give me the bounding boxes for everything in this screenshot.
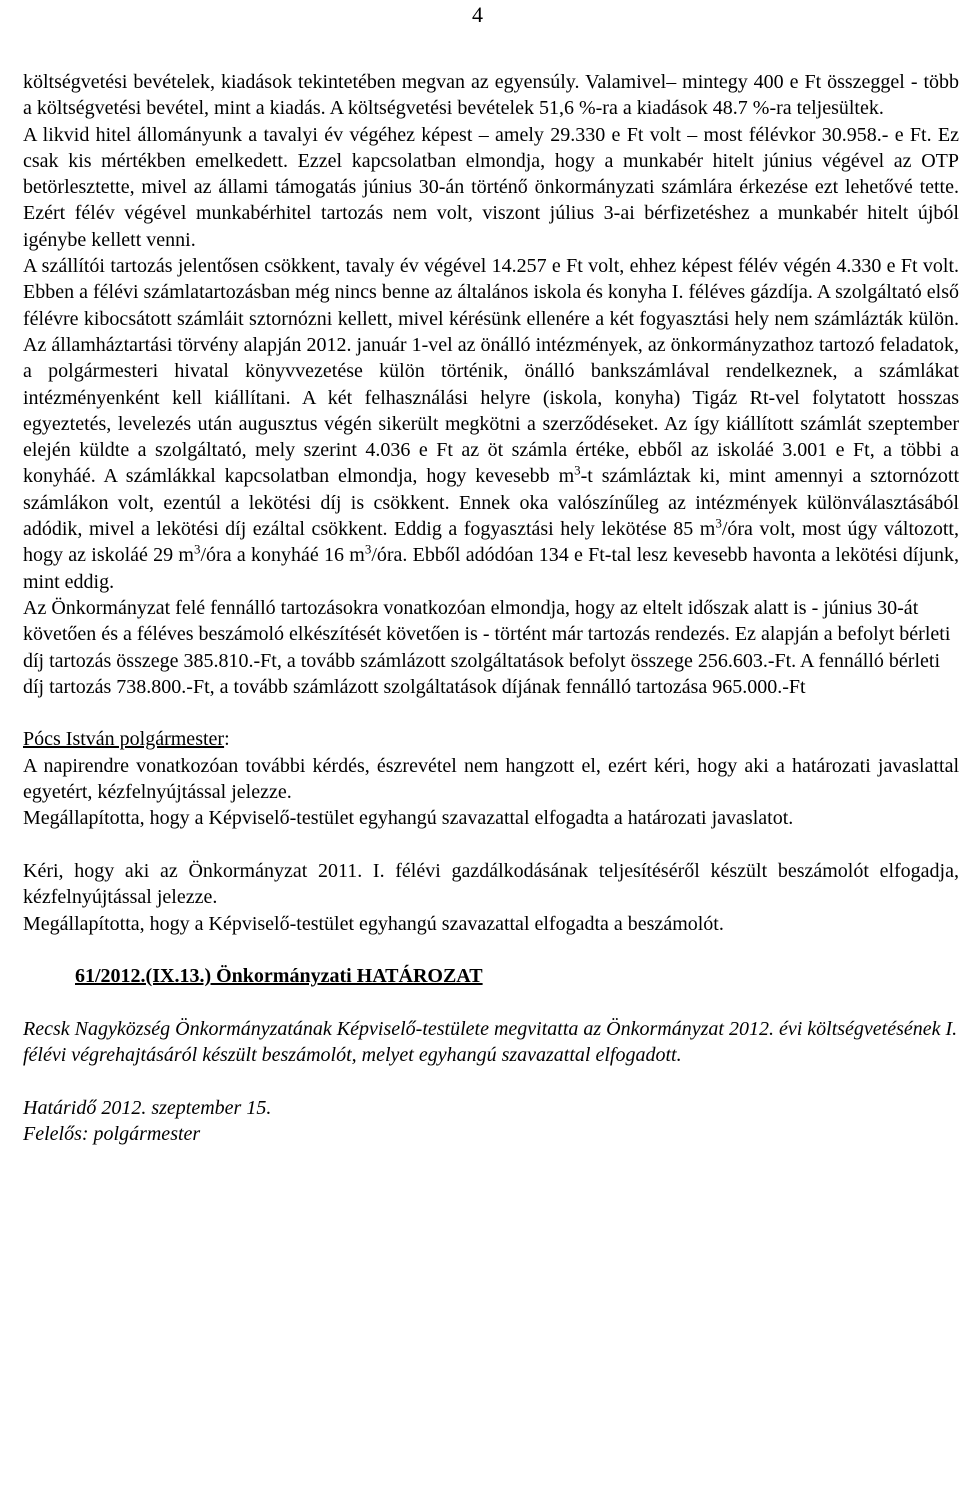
resolution-heading: 61/2012.(IX.13.) Önkormányzati HATÁROZAT xyxy=(75,965,483,988)
superscript: 3 xyxy=(715,515,722,531)
speaker-name: Pócs István polgármester xyxy=(23,728,225,751)
resolution-heading-line xyxy=(23,963,959,989)
text-segment: -t számláztak ki, mint amennyi a sztornózott számlákon volt, ezentúl a lekötési díj is csökkent. Ennek oka valószínűleg az intézmények különválasztásából adódik, mivel a lekötési díj ezáltal csökkent. Eddig a fogyasztási hely lekötése 85 m xyxy=(23,465,959,541)
resolution-responsible: Felelős: polgármester xyxy=(23,1122,201,1145)
spacer xyxy=(23,1068,959,1094)
paragraph-liquid-credit: A likvid hitel állományunk a tavalyi év végéhez képest – amely 29.330 e Ft volt – most félévkor 30.958.- e Ft. Ez csak kis mértékben emelkedett. Ezzel kapcsolatban elmondja, hogy a munkabér hitelt június végével az OTP betörlesztette, mivel az állami támogatás június 30-án történő önkormányzati számlára érkezése ezt lehetővé tette. Ezért félév végével munkabérhitel tartozás nem volt, viszont július 3-ai bérfizetéshez a munkabér hitelt újból igénybe kellett venni. xyxy=(23,123,959,251)
text-segment: /óra. Ebből adódóan 134 e Ft-tal lesz kevesebb havonta a lekötési díjunk, mint eddig. xyxy=(23,544,960,593)
speaker-line xyxy=(23,726,959,752)
text-segment: /óra a konyháé 16 m xyxy=(200,544,365,567)
superscript: 3 xyxy=(574,462,581,478)
paragraph-supplier-debt xyxy=(23,253,959,595)
spacer xyxy=(23,700,959,726)
statement-report-result: Megállapította, hogy a Képviselő-testület egyhangú szavazattal elfogadta a beszámolót. xyxy=(23,912,724,935)
speaker-colon: : xyxy=(224,728,230,751)
spacer xyxy=(23,989,959,1015)
paragraph-outstanding-debts: Az Önkormányzat felé fennálló tartozásokra vonatkozóan elmondja, hogy az eltelt időszak alatt is - június 30-át követően és a féléves beszámoló elkészítését követően is - történt már tartozás rendezés. Ez alapján a befolyt bérleti díj tartozás összege 385.810.-Ft, a tovább számlázott szolgáltatások befolyt összege 256.603.-Ft. A fennálló bérleti díj tartozás 738.800.-Ft, a tovább számlázott szolgáltatások díjának fennálló tartozása 965.000.-Ft xyxy=(23,596,951,698)
spacer xyxy=(23,937,959,963)
page-number: 4 xyxy=(472,2,483,27)
resolution-text: Recsk Nagyközség Önkormányzatának Képviselő-testülete megvitatta az Önkormányzat 2012. évi költségvetésének I. félévi végrehajtásáról készült beszámolót, melyet egyhangú szavazattal elfogadott. xyxy=(23,1017,958,1066)
resolution-deadline: Határidő 2012. szeptember 15. xyxy=(23,1096,272,1119)
spacer xyxy=(23,832,959,858)
superscript: 3 xyxy=(194,541,201,557)
paragraph-budget-balance: költségvetési bevételek, kiadások tekintetében megvan az egyensúly. Valamivel– mintegy 400 e Ft összeggel - több a költségvetési bevétel, mint a kiadás. A költségvetési bevételek 51,6 %-ra a kiadások 48.7 %-ra teljesültek. xyxy=(23,71,959,120)
statement-vote-result: Megállapította, hogy a Képviselő-testület egyhangú szavazattal elfogadta a határozati javaslatot. xyxy=(23,807,794,830)
statement-report-vote: Kéri, hogy aki az Önkormányzat 2011. I. félévi gazdálkodásának teljesítéséről készült beszámolót elfogadja, kézfelnyújtással jelezze. xyxy=(23,859,959,909)
text-segment: /óra volt, most úgy változott, hogy az iskoláé 29 m xyxy=(23,518,959,567)
document-body xyxy=(23,69,959,1147)
text-segment: A szállítói tartozás jelentősen csökkent, tavaly év végével 14.257 e Ft volt, ehhez képest félév végén 4.330 e Ft volt. Ebben a félévi számlatartozásban még nincs benne az általános iskola és konyha I. féléves gázdíja. A szolgáltató első félévre kibocsátott számláit sztornózni kellett, mivel kérésünk ellenére a két fogyasztási hely nem számlázták külön. Az államháztartási törvény alapján 2012. január 1-vel az önálló intézmények, az önkormányzathoz tartozó feladatok, a polgármesteri hivatal könyvvezetése külön történik, önálló bankszámlával rendelkeznek, a számlákat intézményenként kell kiállítani. A két felhasználási helyre (iskola, konyha) Tigáz Rt-vel folytatott hosszas egyeztetés, levelezés után augusztus végén sikerült megkötni a szerződéseket. Az így kiállított számlát szeptember elején küldte a szolgáltató, mely szerint 4.036 e Ft az öt számla értéke, ebből az iskoláé 3.001 e Ft, a többi a konyháé. A számlákkal kapcsolatban elmondja, hogy kevesebb m xyxy=(23,255,959,488)
superscript: 3 xyxy=(364,541,372,557)
statement-call-vote: A napirendre vonatkozóan további kérdés, észrevétel nem hangzott el, ezért kéri, hogy aki a határozati javaslattal egyetért, kézfelnyújtással jelezze. xyxy=(23,754,959,804)
